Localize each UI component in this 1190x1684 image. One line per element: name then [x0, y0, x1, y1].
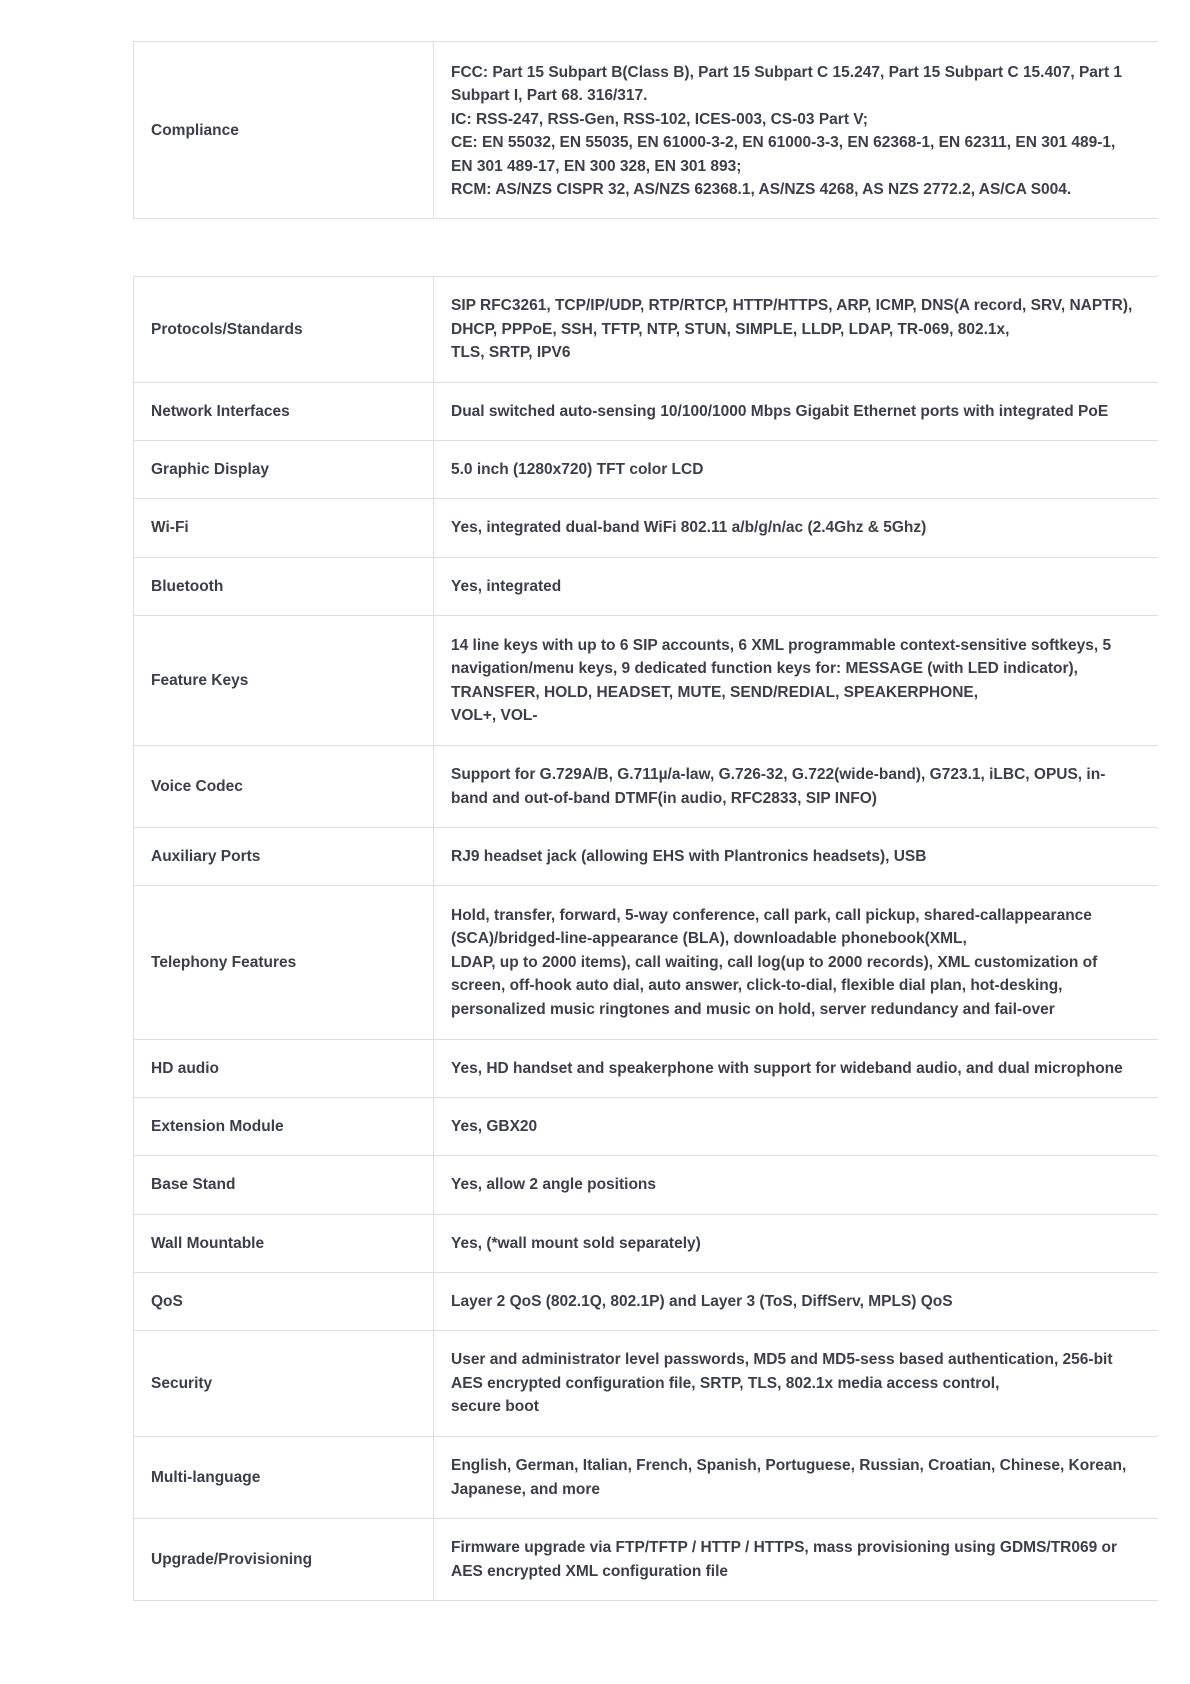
row-value: Yes, GBX20: [434, 1098, 1158, 1156]
table-row: [134, 886, 1158, 1040]
row-value: Yes, integrated dual-band WiFi 802.11 a/b/g/n/ac (2.4Ghz & 5Ghz): [434, 499, 1158, 558]
row-label: Bluetooth: [134, 558, 434, 616]
row-value: RJ9 headset jack (allowing EHS with Plantronics headsets), USB: [434, 828, 1158, 886]
row-label: Network Interfaces: [134, 383, 434, 441]
row-label: Auxiliary Ports: [134, 828, 434, 886]
table-row: [134, 441, 1158, 499]
table-row: [134, 383, 1158, 441]
row-value: Yes, (*wall mount sold separately): [434, 1215, 1158, 1273]
row-value: English, German, Italian, French, Spanish, Portuguese, Russian, Croatian, Chinese, Korean, Japanese, and more: [434, 1437, 1158, 1519]
row-value: Hold, transfer, forward, 5-way conference, call park, call pickup, shared-callappearance (SCA)/bridged-line-appearance (BLA), downloadable phonebook(XML, LDAP, up to 2000 items), call waiting, call log(up to 2000 records), XML customization of screen, off-hook auto dial, auto answer, click-to-dial, flexible dial plan, hot-desking, personalized music ringtones and music on hold, server redundancy and fail-over: [434, 886, 1158, 1040]
table-row: [134, 1040, 1158, 1098]
row-label: Compliance: [134, 42, 434, 219]
row-label: QoS: [134, 1273, 434, 1331]
row-value: FCC: Part 15 Subpart B(Class B), Part 15 Subpart C 15.247, Part 15 Subpart C 15.407, Part 1 Subpart I, Part 68. 316/317. IC: RSS-247, RSS-Gen, RSS-102, ICES-003, CS-03 Part V; CE: EN 55032, EN 55035, EN 61000-3-2, EN 61000-3-3, EN 62368-1, EN 62311, EN 301 489-1, EN 301 489-17, EN 300 328, EN 301 893; RCM: AS/NZS CISPR 32, AS/NZS 62368.1, AS/NZS 4268, AS NZS 2772.2, AS/CA S004.: [434, 42, 1158, 219]
row-label: HD audio: [134, 1040, 434, 1098]
row-value: User and administrator level passwords, MD5 and MD5-sess based authentication, 256-bit AES encrypted configuration file, SRTP, TLS, 802.1x media access control, secure boot: [434, 1331, 1158, 1437]
table-row: [134, 42, 1158, 219]
row-label: Voice Codec: [134, 746, 434, 828]
row-value: Yes, integrated: [434, 558, 1158, 616]
table-row: [134, 828, 1158, 886]
table-row: [134, 1215, 1158, 1273]
row-label: Security: [134, 1331, 434, 1437]
table-row: [134, 1098, 1158, 1156]
row-label: Multi-language: [134, 1437, 434, 1519]
row-value: Support for G.729A/B, G.711µ/a-law, G.726-32, G.722(wide-band), G723.1, iLBC, OPUS, in-band and out-of-band DTMF(in audio, RFC2833, SIP INFO): [434, 746, 1158, 828]
row-value: SIP RFC3261, TCP/IP/UDP, RTP/RTCP, HTTP/HTTPS, ARP, ICMP, DNS(A record, SRV, NAPTR), DHCP, PPPoE, SSH, TFTP, NTP, STUN, SIMPLE, LLDP, LDAP, TR-069, 802.1x, TLS, SRTP, IPV6: [434, 277, 1158, 383]
table-row: [134, 1519, 1158, 1601]
row-value: Firmware upgrade via FTP/TFTP / HTTP / HTTPS, mass provisioning using GDMS/TR069 or AES encrypted XML configuration file: [434, 1519, 1158, 1601]
specifications-table: [133, 276, 1158, 1601]
table-row: [134, 1273, 1158, 1331]
row-label: Upgrade/Provisioning: [134, 1519, 434, 1601]
table-row: [134, 1437, 1158, 1519]
row-value: Yes, HD handset and speakerphone with support for wideband audio, and dual microphone: [434, 1040, 1158, 1098]
row-value: Yes, allow 2 angle positions: [434, 1156, 1158, 1215]
row-value: Layer 2 QoS (802.1Q, 802.1P) and Layer 3 (ToS, DiffServ, MPLS) QoS: [434, 1273, 1158, 1331]
row-label: Protocols/Standards: [134, 277, 434, 383]
table-row: [134, 1331, 1158, 1437]
row-label: Wi-Fi: [134, 499, 434, 558]
table-row: [134, 499, 1158, 558]
table-row: [134, 1156, 1158, 1215]
row-label: Feature Keys: [134, 616, 434, 746]
row-value: 5.0 inch (1280x720) TFT color LCD: [434, 441, 1158, 499]
table-row: [134, 558, 1158, 616]
table-row: [134, 277, 1158, 383]
row-label: Wall Mountable: [134, 1215, 434, 1273]
row-label: Telephony Features: [134, 886, 434, 1040]
row-label: Extension Module: [134, 1098, 434, 1156]
row-label: Graphic Display: [134, 441, 434, 499]
table-row: [134, 616, 1158, 746]
table-row: [134, 746, 1158, 828]
row-value: 14 line keys with up to 6 SIP accounts, 6 XML programmable context-sensitive softkeys, 5 navigation/menu keys, 9 dedicated function keys for: MESSAGE (with LED indicator), TRANSFER, HOLD, HEADSET, MUTE, SEND/REDIAL, SPEAKERPHONE, VOL+, VOL-: [434, 616, 1158, 746]
compliance-table: [133, 41, 1158, 219]
row-value: Dual switched auto-sensing 10/100/1000 Mbps Gigabit Ethernet ports with integrated PoE: [434, 383, 1158, 441]
row-label: Base Stand: [134, 1156, 434, 1215]
